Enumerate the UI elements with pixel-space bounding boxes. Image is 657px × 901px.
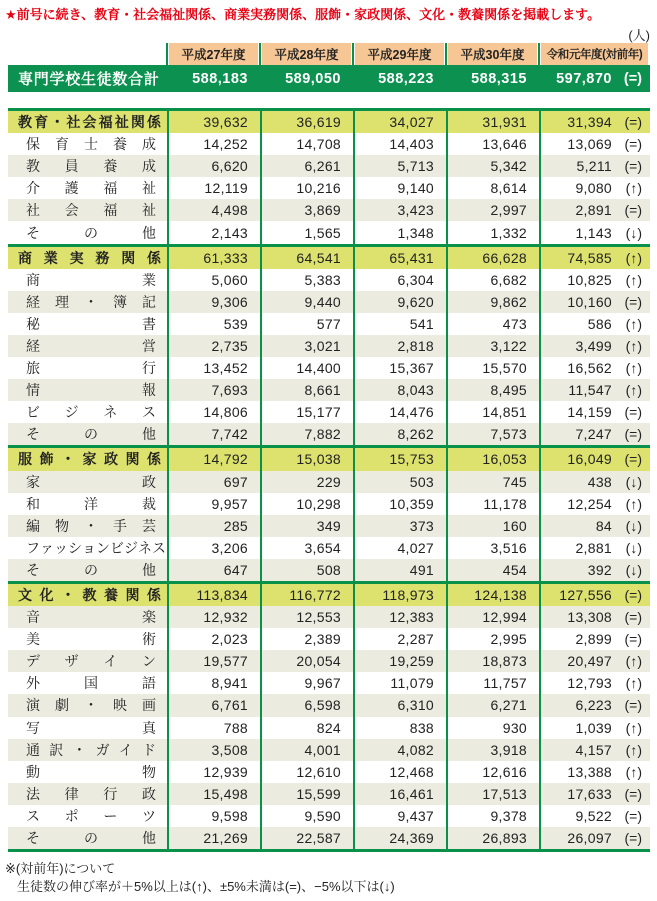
- value-cell: 14,851: [446, 401, 539, 423]
- value-cell: 285: [167, 515, 260, 537]
- value-cell: 9,522 (=): [539, 805, 650, 827]
- value-cell: 65,431: [353, 247, 446, 269]
- value-cell: 503: [353, 471, 446, 493]
- value-cell: 2,818: [353, 335, 446, 357]
- value-cell: 4,498: [167, 199, 260, 221]
- value-cell: 6,304: [353, 269, 446, 291]
- trend-indicator: (↑): [625, 360, 642, 377]
- unit-label: (人): [628, 28, 650, 43]
- value-cell: 9,957: [167, 493, 260, 515]
- section-label: 服 飾 ・ 家 政 関 係: [8, 448, 167, 470]
- value-cell: 454: [446, 559, 539, 581]
- year-header-row: [8, 43, 650, 65]
- trend-indicator: (↑): [625, 180, 642, 197]
- value-cell: 473: [446, 313, 539, 335]
- value-cell: 3,516: [446, 537, 539, 559]
- row-label: 商 業: [8, 269, 167, 291]
- value-cell: 3,423: [353, 199, 446, 221]
- value-cell: 66,628: [446, 247, 539, 269]
- value-cell: 6,223 (=): [539, 694, 650, 716]
- value-cell: 11,079: [353, 672, 446, 694]
- value-cell: 26,097 (=): [539, 827, 650, 849]
- trend-indicator: (↓): [625, 517, 642, 534]
- value-cell: 1,332: [446, 221, 539, 243]
- table-row: [8, 827, 650, 849]
- value-cell: 392 (↓): [539, 559, 650, 581]
- value-cell: 12,994: [446, 606, 539, 628]
- value-cell: 31,931: [446, 111, 539, 133]
- value-cell: 10,160 (=): [539, 291, 650, 313]
- value-cell: 9,306: [167, 291, 260, 313]
- total-row-value: 588,315: [471, 70, 527, 87]
- value-cell: 14,708: [260, 133, 353, 155]
- table-row: [8, 471, 650, 493]
- year-header-cell: 平成29年度: [355, 43, 444, 65]
- value-cell: 647: [167, 559, 260, 581]
- value-cell: 64,541: [260, 247, 353, 269]
- table-row: [8, 379, 650, 401]
- value-cell: 15,570: [446, 357, 539, 379]
- value-cell: 8,614: [446, 177, 539, 199]
- value-cell: 2,995: [446, 628, 539, 650]
- value-cell: 13,646: [446, 133, 539, 155]
- table-row: [8, 335, 650, 357]
- trend-indicator: (=): [624, 609, 642, 626]
- row-label: 美 術: [8, 628, 167, 650]
- trend-indicator: (↑): [625, 719, 642, 736]
- footnote-line1: ※(対前年)について: [5, 861, 116, 876]
- trend-indicator: (↑): [625, 382, 642, 399]
- value-cell: 8,661: [260, 379, 353, 401]
- value-cell: 34,027: [353, 111, 446, 133]
- value-cell: 6,598: [260, 694, 353, 716]
- value-cell: 3,499 (↑): [539, 335, 650, 357]
- value-cell: 930: [446, 717, 539, 739]
- value-cell: 7,882: [260, 423, 353, 445]
- value-cell: 9,598: [167, 805, 260, 827]
- value-cell: 14,806: [167, 401, 260, 423]
- value-cell: 14,159 (=): [539, 401, 650, 423]
- value-cell: 1,143 (↓): [539, 221, 650, 243]
- value-cell: 10,216: [260, 177, 353, 199]
- row-label: そ の 他: [8, 423, 167, 445]
- value-cell: 7,573: [446, 423, 539, 445]
- trend-indicator: (=): [623, 70, 642, 87]
- section-header-row: [8, 111, 650, 133]
- row-label: 教 員 養 成: [8, 155, 167, 177]
- value-cell: 2,891 (=): [539, 199, 650, 221]
- value-cell: 438 (↓): [539, 471, 650, 493]
- value-cell: 3,021: [260, 335, 353, 357]
- value-cell: 20,497 (↑): [539, 650, 650, 672]
- table-row: [8, 357, 650, 379]
- total-row-value: 588,223: [378, 70, 434, 87]
- section-header-row: [8, 247, 650, 269]
- row-label: 外 国 語: [8, 672, 167, 694]
- table-row: [8, 401, 650, 423]
- value-cell: 24,369: [353, 827, 446, 849]
- value-cell: 14,403: [353, 133, 446, 155]
- value-cell: 12,793 (↑): [539, 672, 650, 694]
- value-cell: 116,772: [260, 584, 353, 606]
- value-cell: 127,556 (=): [539, 584, 650, 606]
- trend-indicator: (↑): [625, 315, 642, 332]
- value-cell: 12,553: [260, 606, 353, 628]
- value-cell: 4,001: [260, 739, 353, 761]
- trend-indicator: (=): [624, 631, 642, 648]
- value-cell: 15,038: [260, 448, 353, 470]
- row-label: 動 物: [8, 761, 167, 783]
- value-cell: 11,757: [446, 672, 539, 694]
- value-cell: 4,157 (↑): [539, 739, 650, 761]
- value-cell: 2,881 (↓): [539, 537, 650, 559]
- trend-indicator: (=): [624, 587, 642, 604]
- value-cell: 2,143: [167, 221, 260, 243]
- total-row-label: 専 門 学 校 生 徒 数 合 計: [18, 71, 159, 88]
- value-cell: 3,654: [260, 537, 353, 559]
- trend-indicator: (↑): [625, 249, 642, 266]
- trend-indicator: (↑): [625, 337, 642, 354]
- footnote-line2: 生徒数の伸び率が＋5%以上は(↑)、±5%未満は(=)、−5%以下は(↓): [17, 879, 395, 894]
- table-row: [8, 783, 650, 805]
- value-cell: 61,333: [167, 247, 260, 269]
- total-row: [8, 65, 650, 92]
- table-row: [8, 672, 650, 694]
- value-cell: 19,577: [167, 650, 260, 672]
- trend-indicator: (↓): [625, 539, 642, 556]
- value-cell: 14,400: [260, 357, 353, 379]
- value-cell: 12,932: [167, 606, 260, 628]
- value-cell: 15,599: [260, 783, 353, 805]
- value-cell: 113,834: [167, 584, 260, 606]
- trend-indicator: (↑): [625, 741, 642, 758]
- value-cell: 2,023: [167, 628, 260, 650]
- value-cell: 12,254 (↑): [539, 493, 650, 515]
- value-cell: 74,585 (↑): [539, 247, 650, 269]
- value-cell: 7,693: [167, 379, 260, 401]
- trend-indicator: (=): [624, 697, 642, 714]
- value-cell: 1,039 (↑): [539, 717, 650, 739]
- value-cell: 2,389: [260, 628, 353, 650]
- value-cell: 539: [167, 313, 260, 335]
- value-cell: 17,633 (=): [539, 783, 650, 805]
- value-cell: 9,080 (↑): [539, 177, 650, 199]
- row-label: 保 育 士 養 成: [8, 133, 167, 155]
- value-cell: 8,941: [167, 672, 260, 694]
- year-header-cell: 平成30年度: [448, 43, 537, 65]
- table-row: [8, 717, 650, 739]
- value-cell: 6,761: [167, 694, 260, 716]
- value-cell: 4,082: [353, 739, 446, 761]
- row-label: そ の 他: [8, 221, 167, 243]
- value-cell: 19,259: [353, 650, 446, 672]
- total-row-value: 588,183: [192, 70, 248, 87]
- value-cell: 541: [353, 313, 446, 335]
- row-label: フ ァ ッ シ ョ ン ビ ジ ネ ス: [8, 537, 167, 559]
- value-cell: 16,049 (=): [539, 448, 650, 470]
- value-cell: 2,997: [446, 199, 539, 221]
- trend-indicator: (=): [624, 830, 642, 847]
- value-cell: 7,742: [167, 423, 260, 445]
- year-header-cell: 平成28年度: [262, 43, 351, 65]
- value-cell: 15,367: [353, 357, 446, 379]
- value-cell: 11,178: [446, 493, 539, 515]
- year-header-cell: 平成27年度: [169, 43, 258, 65]
- table-row: [8, 155, 650, 177]
- value-cell: 9,440: [260, 291, 353, 313]
- table-body: [8, 108, 650, 852]
- row-label: 旅 行: [8, 357, 167, 379]
- value-cell: 11,547 (↑): [539, 379, 650, 401]
- value-cell: 6,261: [260, 155, 353, 177]
- value-cell: 9,967: [260, 672, 353, 694]
- value-cell: 2,287: [353, 628, 446, 650]
- section-label: 文 化 ・ 教 養 関 係: [8, 584, 167, 606]
- value-cell: 9,590: [260, 805, 353, 827]
- trend-indicator: (=): [624, 114, 642, 131]
- value-cell: 12,616: [446, 761, 539, 783]
- row-label: 経 営: [8, 335, 167, 357]
- value-cell: 5,713: [353, 155, 446, 177]
- trend-indicator: (=): [624, 807, 642, 824]
- value-cell: 13,388 (↑): [539, 761, 650, 783]
- value-cell: 13,308 (=): [539, 606, 650, 628]
- value-cell: 39,632: [167, 111, 260, 133]
- table-row: [8, 805, 650, 827]
- value-cell: 373: [353, 515, 446, 537]
- header-note: ★前号に続き、教育・社会福祉関係、商業実務関係、服飾・家政関係、文化・教養関係を掲載します。: [5, 7, 601, 22]
- value-cell: 6,620: [167, 155, 260, 177]
- trend-indicator: (↓): [625, 473, 642, 490]
- trend-indicator: (↑): [625, 763, 642, 780]
- value-cell: 10,825 (↑): [539, 269, 650, 291]
- table-row: [8, 694, 650, 716]
- value-cell: 5,342: [446, 155, 539, 177]
- value-cell: 15,753: [353, 448, 446, 470]
- table-row: [8, 423, 650, 445]
- value-cell: 491: [353, 559, 446, 581]
- value-cell: 160: [446, 515, 539, 537]
- value-cell: 9,378: [446, 805, 539, 827]
- value-cell: 2,899 (=): [539, 628, 650, 650]
- value-cell: 9,437: [353, 805, 446, 827]
- value-cell: 22,587: [260, 827, 353, 849]
- trend-indicator: (=): [624, 136, 642, 153]
- trend-indicator: (↓): [625, 561, 642, 578]
- value-cell: 586 (↑): [539, 313, 650, 335]
- value-cell: 3,206: [167, 537, 260, 559]
- table-section: [8, 445, 650, 581]
- value-cell: 3,918: [446, 739, 539, 761]
- table-row: [8, 559, 650, 581]
- table-section: [8, 581, 650, 849]
- value-cell: 745: [446, 471, 539, 493]
- row-label: 通 訳 ・ ガ イ ド: [8, 739, 167, 761]
- value-cell: 31,394 (=): [539, 111, 650, 133]
- value-cell: 5,383: [260, 269, 353, 291]
- value-cell: 2,735: [167, 335, 260, 357]
- row-label: 音 楽: [8, 606, 167, 628]
- value-cell: 788: [167, 717, 260, 739]
- section-label: 商 業 実 務 関 係: [8, 247, 167, 269]
- table-row: [8, 650, 650, 672]
- value-cell: 9,862: [446, 291, 539, 313]
- value-cell: 16,461: [353, 783, 446, 805]
- trend-indicator: (=): [624, 404, 642, 421]
- value-cell: 10,298: [260, 493, 353, 515]
- total-row-value: 597,870 (=): [556, 70, 642, 87]
- table-section: [8, 244, 650, 446]
- trend-indicator: (=): [624, 293, 642, 310]
- value-cell: 3,508: [167, 739, 260, 761]
- row-label: 写 真: [8, 717, 167, 739]
- row-label: ビ ジ ネ ス: [8, 401, 167, 423]
- table-row: [8, 313, 650, 335]
- value-cell: 838: [353, 717, 446, 739]
- section-label: 教 育 ・ 社 会 福 祉 関 係: [8, 111, 167, 133]
- trend-indicator: (=): [624, 426, 642, 443]
- value-cell: 26,893: [446, 827, 539, 849]
- value-cell: 16,562 (↑): [539, 357, 650, 379]
- value-cell: 9,620: [353, 291, 446, 313]
- year-header-spacer: [8, 43, 167, 65]
- value-cell: 18,873: [446, 650, 539, 672]
- value-cell: 36,619: [260, 111, 353, 133]
- trend-indicator: (↑): [625, 675, 642, 692]
- value-cell: 7,247 (=): [539, 423, 650, 445]
- value-cell: 12,468: [353, 761, 446, 783]
- value-cell: 12,610: [260, 761, 353, 783]
- table-row: [8, 515, 650, 537]
- table-row: [8, 199, 650, 221]
- table-row: [8, 177, 650, 199]
- value-cell: 15,177: [260, 401, 353, 423]
- value-cell: 577: [260, 313, 353, 335]
- value-cell: 84 (↓): [539, 515, 650, 537]
- row-label: 演 劇 ・ 映 画: [8, 694, 167, 716]
- value-cell: 4,027: [353, 537, 446, 559]
- row-label: 介 護 福 祉: [8, 177, 167, 199]
- value-cell: 13,452: [167, 357, 260, 379]
- value-cell: 508: [260, 559, 353, 581]
- year-header-cell: 令和元年度(対前年): [541, 43, 648, 65]
- trend-indicator: (↓): [625, 224, 642, 241]
- value-cell: 5,211 (=): [539, 155, 650, 177]
- row-label: 家 政: [8, 471, 167, 493]
- trend-indicator: (=): [624, 785, 642, 802]
- trend-indicator: (=): [624, 158, 642, 175]
- trend-indicator: (=): [624, 451, 642, 468]
- trend-indicator: (↑): [625, 653, 642, 670]
- value-cell: 697: [167, 471, 260, 493]
- value-cell: 6,310: [353, 694, 446, 716]
- row-label: デ ザ イ ン: [8, 650, 167, 672]
- value-cell: 8,495: [446, 379, 539, 401]
- value-cell: 118,973: [353, 584, 446, 606]
- students-table: [8, 43, 650, 852]
- value-cell: 14,252: [167, 133, 260, 155]
- value-cell: 12,383: [353, 606, 446, 628]
- table-row: [8, 133, 650, 155]
- row-label: 経 理 ・ 簿 記: [8, 291, 167, 313]
- value-cell: 17,513: [446, 783, 539, 805]
- row-label: 社 会 福 祉: [8, 199, 167, 221]
- value-cell: 20,054: [260, 650, 353, 672]
- value-cell: 12,119: [167, 177, 260, 199]
- row-label: 法 律 行 政: [8, 783, 167, 805]
- value-cell: 5,060: [167, 269, 260, 291]
- value-cell: 3,122: [446, 335, 539, 357]
- section-header-row: [8, 448, 650, 470]
- table-row: [8, 628, 650, 650]
- trend-indicator: (=): [624, 202, 642, 219]
- value-cell: 8,043: [353, 379, 446, 401]
- value-cell: 9,140: [353, 177, 446, 199]
- value-cell: 1,348: [353, 221, 446, 243]
- value-cell: 12,939: [167, 761, 260, 783]
- value-cell: 229: [260, 471, 353, 493]
- value-cell: 349: [260, 515, 353, 537]
- value-cell: 124,138: [446, 584, 539, 606]
- table-row: [8, 537, 650, 559]
- row-label: そ の 他: [8, 559, 167, 581]
- value-cell: 13,069 (=): [539, 133, 650, 155]
- value-cell: 8,262: [353, 423, 446, 445]
- section-header-row: [8, 584, 650, 606]
- value-cell: 15,498: [167, 783, 260, 805]
- table-section: [8, 111, 650, 244]
- table-row: [8, 269, 650, 291]
- value-cell: 10,359: [353, 493, 446, 515]
- table-row: [8, 739, 650, 761]
- table-row: [8, 221, 650, 243]
- value-cell: 1,565: [260, 221, 353, 243]
- table-row: [8, 761, 650, 783]
- value-cell: 824: [260, 717, 353, 739]
- trend-indicator: (↑): [625, 271, 642, 288]
- total-row-value: 589,050: [285, 70, 341, 87]
- footnote: [5, 860, 395, 895]
- row-label: ス ポ ー ツ: [8, 805, 167, 827]
- value-cell: 14,792: [167, 448, 260, 470]
- value-cell: 14,476: [353, 401, 446, 423]
- row-label: 編 物 ・ 手 芸: [8, 515, 167, 537]
- row-label: 和 洋 裁: [8, 493, 167, 515]
- trend-indicator: (↑): [625, 495, 642, 512]
- table-row: [8, 606, 650, 628]
- value-cell: 3,869: [260, 199, 353, 221]
- table-row: [8, 291, 650, 313]
- row-label: そ の 他: [8, 827, 167, 849]
- value-cell: 6,682: [446, 269, 539, 291]
- value-cell: 21,269: [167, 827, 260, 849]
- value-cell: 16,053: [446, 448, 539, 470]
- table-row: [8, 493, 650, 515]
- row-label: 情 報: [8, 379, 167, 401]
- value-cell: 6,271: [446, 694, 539, 716]
- row-label: 秘 書: [8, 313, 167, 335]
